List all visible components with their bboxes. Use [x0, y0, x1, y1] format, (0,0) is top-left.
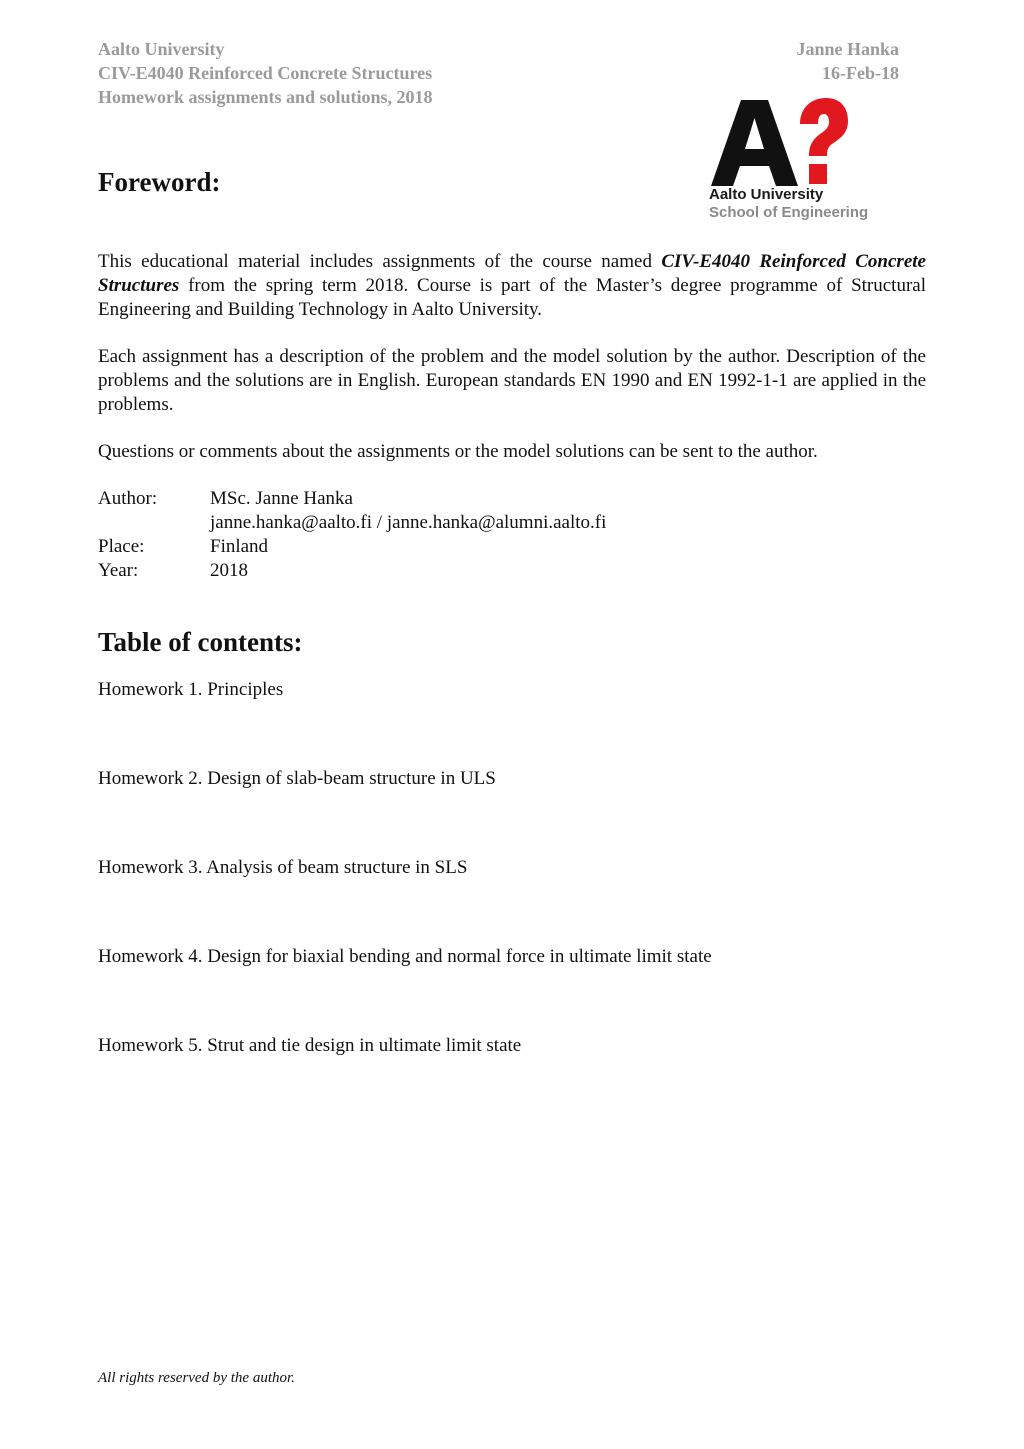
- header-subtitle: Homework assignments and solutions, 2018: [98, 87, 433, 107]
- author-info: [98, 487, 606, 583]
- foreword-title: Foreword:: [98, 167, 221, 197]
- toc-item-homework-3: Homework 3. Analysis of beam structure in SLS: [98, 857, 468, 878]
- place-value: Finland: [210, 536, 269, 557]
- year-row: [98, 559, 606, 583]
- header-university: Aalto University: [98, 39, 225, 59]
- toc-item-homework-1: Homework 1. Principles: [98, 679, 284, 700]
- year-label: Year:: [98, 560, 139, 581]
- author-name: MSc. Janne Hanka: [210, 488, 353, 509]
- toc-item-homework-5: Homework 5. Strut and tie design in ultimate limit state: [98, 1035, 522, 1056]
- foreword-p1-rest: from the spring term 2018. Course is part of the Master’s degree programme of Structural Engineering and Building Technology in Aalto University.: [98, 275, 926, 320]
- header-left: [98, 37, 433, 109]
- foreword-paragraph-2: Each assignment has a description of the problem and the model solution by the author. Description of the problems and the solutions are in English. European standards EN 1990 and EN 1992-1-1 are applied in the problems.: [98, 346, 926, 415]
- year-value: 2018: [210, 560, 248, 581]
- course-name: CIV-E4040 Reinforced Concrete Structures: [98, 251, 926, 296]
- aalto-logo-mark-icon: [708, 96, 848, 188]
- place-label: Place:: [98, 536, 145, 557]
- author-row: [98, 487, 606, 511]
- header-right: [796, 37, 899, 85]
- email-row: [98, 511, 606, 535]
- author-email: janne.hanka@aalto.fi / janne.hanka@alumni.aalto.fi: [210, 512, 607, 533]
- header-date: 16-Feb-18: [822, 63, 899, 83]
- foreword-p1-intro: This educational material includes assignments of the course named: [98, 251, 662, 272]
- foreword-paragraph-3: Questions or comments about the assignments or the model solutions can be sent to the author.: [98, 441, 818, 462]
- toc-item-homework-2: Homework 2. Design of slab-beam structure in ULS: [98, 768, 496, 789]
- header-author: Janne Hanka: [796, 39, 899, 59]
- logo-school: School of Engineering: [709, 204, 869, 221]
- header-course: CIV-E4040 Reinforced Concrete Structures: [98, 63, 433, 83]
- aalto-logo: [706, 96, 906, 226]
- footer-rights: All rights reserved by the author.: [98, 1370, 295, 1386]
- place-row: [98, 535, 606, 559]
- toc-item-homework-4: Homework 4. Design for biaxial bending and normal force in ultimate limit state: [98, 946, 712, 967]
- logo-university: Aalto University: [709, 186, 824, 203]
- author-label: Author:: [98, 488, 158, 509]
- toc-title: Table of contents:: [98, 627, 303, 657]
- foreword-paragraph-1: [98, 250, 926, 322]
